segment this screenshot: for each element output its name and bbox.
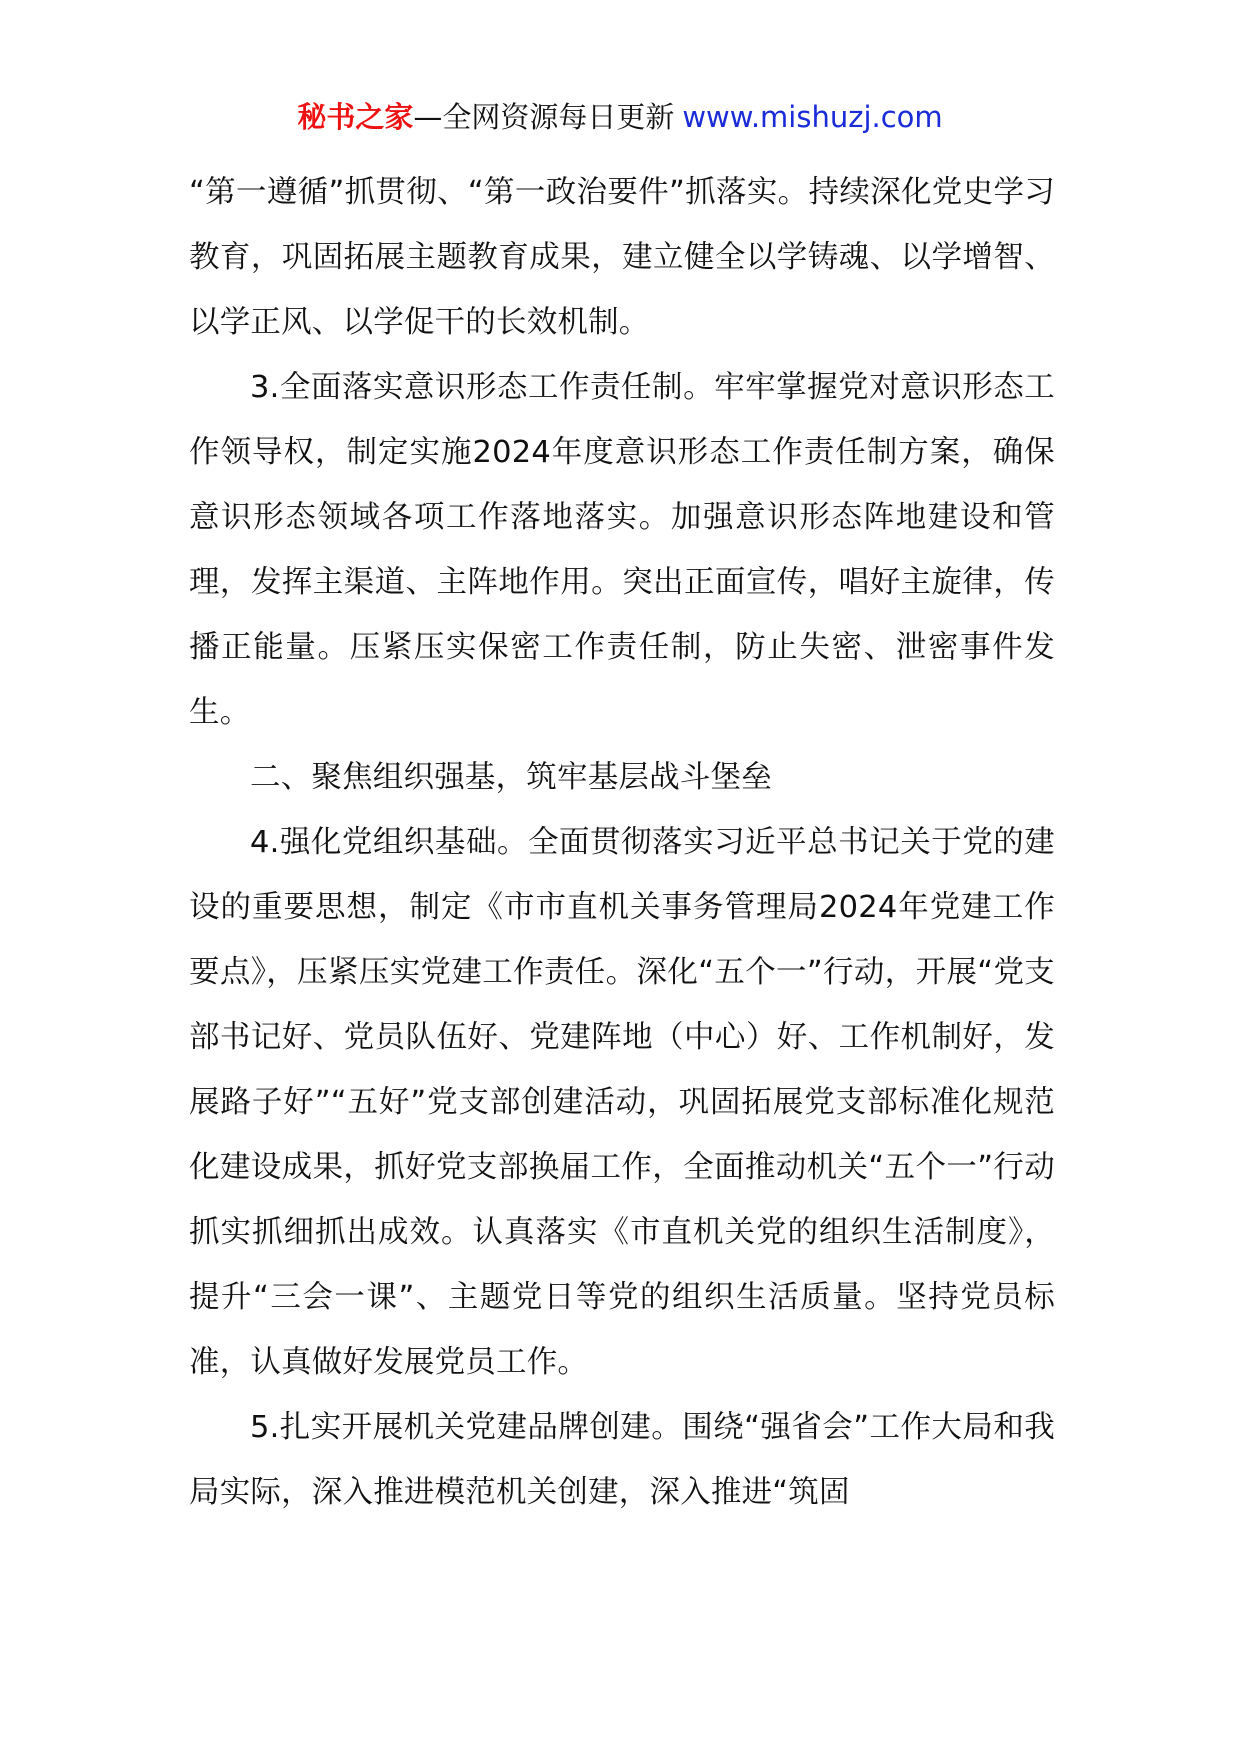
document-body	[189, 160, 1055, 1525]
site-url: www.mishuzj.com	[682, 100, 943, 134]
site-brand-name: 秘书之家	[297, 100, 414, 134]
section-heading-2: 二、聚焦组织强基，筑牢基层战斗堡垒	[250, 760, 772, 795]
site-watermark-header	[0, 97, 1240, 137]
paragraph-item-4: 4.强化党组织基础。全面贯彻落实习近平总书记关于党的建设的重要思想，制定《市市直机关事务管理局2024年党建工作要点》，压紧压实党建工作责任。深化“五个一”行动，开展“党支部书记好、党员队伍好、党建阵地（中心）好、工作机制好，发展路子好”“五好”党支部创建活动，巩固拓展党支部标准化规范化建设成果，抓好党支部换届工作，全面推动机关“五个一”行动抓实抓细抓出成效。认真落实《市直机关党的组织生活制度》，提升“三会一课”、主题党日等党的组织生活质量。坚持党员标准，认真做好发展党员工作。	[189, 825, 1055, 1380]
paragraph-continuation: “第一遵循”抓贯彻、“第一政治要件”抓落实。持续深化党史学习教育，巩固拓展主题教育成果，建立健全以学铸魂、以学增智、以学正风、以学促干的长效机制。	[189, 175, 1055, 340]
site-slogan: —全网资源每日更新	[413, 100, 675, 134]
paragraph-item-5: 5.扎实开展机关党建品牌创建。围绕“强省会”工作大局和我局实际，深入推进模范机关创建，深入推进“筑固	[189, 1410, 1055, 1510]
paragraph-item-3: 3.全面落实意识形态工作责任制。牢牢掌握党对意识形态工作领导权，制定实施2024年度意识形态工作责任制方案，确保意识形态领域各项工作落地落实。加强意识形态阵地建设和管理，发挥主渠道、主阵地作用。突出正面宣传，唱好主旋律，传播正能量。压紧压实保密工作责任制，防止失密、泄密事件发生。	[189, 370, 1055, 730]
